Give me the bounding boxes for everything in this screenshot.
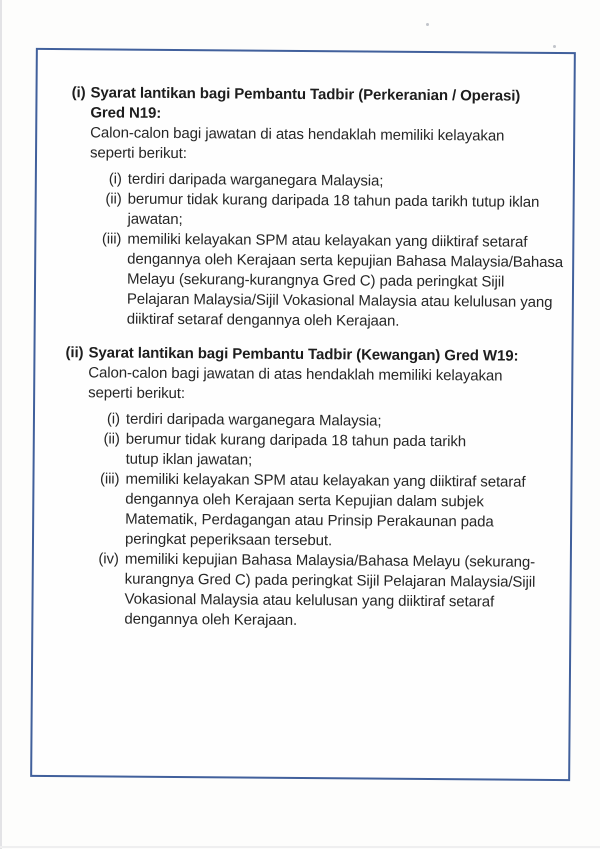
- section-heading: Syarat lantikan bagi Pembantu Tadbir (Perkeranian / Operasi) Gred N19:: [90, 84, 521, 122]
- section-heading-row: [36, 83, 568, 333]
- item-text: berumur tidak kurang daripada 18 tahun pada tarikh tutup iklan jawatan;: [125, 430, 467, 469]
- section-heading-row: [33, 343, 565, 633]
- list-item: [87, 469, 536, 553]
- item-number: (ii): [105, 190, 122, 208]
- item-number: (i): [108, 170, 122, 188]
- section-number: (i): [71, 84, 86, 102]
- section-heading: Syarat lantikan bagi Pembantu Tadbir (Kewangan) Gred W19:: [88, 344, 519, 365]
- list-item: [89, 229, 564, 333]
- scan-artifact-dot: [553, 45, 556, 48]
- item-number: (iii): [101, 230, 122, 248]
- section-intro: Calon-calon bagi jawatan di atas hendaklah memiliki kelayakan seperti berikut:: [89, 124, 505, 163]
- list-item: [86, 549, 535, 633]
- content-frame: [30, 48, 576, 781]
- item-text: memiliki kelayakan SPM atau kelayakan yang diiktiraf setaraf dengannya oleh Kerajaan serta Kepujian dalam subjek Matematik, Perdagangan atau Prinsip Perakaunan pada peringkat peperiksaan tersebut.: [124, 470, 526, 550]
- page-edge-shadow-left: [0, 0, 2, 849]
- item-text: terdiri daripada warganegara Malaysia;: [125, 410, 382, 430]
- section-perkeranian-operasi: [36, 83, 568, 333]
- requirements-list: [86, 409, 536, 633]
- requirements-list: [89, 169, 564, 333]
- section-kewangan: [33, 343, 565, 633]
- list-item: [88, 429, 537, 473]
- page-edge-shadow-bottom: [0, 846, 600, 848]
- section-intro: Calon-calon bagi jawatan di atas hendaklah memiliki kelayakan seperti berikut:: [88, 364, 503, 403]
- scan-artifact-dot: [426, 23, 429, 26]
- item-number: (i): [106, 410, 121, 428]
- item-text: terdiri daripada warganegara Malaysia;: [127, 170, 384, 190]
- section-number: (ii): [65, 344, 84, 362]
- item-number: (iv): [98, 550, 119, 568]
- item-text: berumur tidak kurang daripada 18 tahun pada tarikh tutup iklan jawatan;: [127, 190, 540, 229]
- item-number: (ii): [103, 430, 120, 448]
- list-item: [89, 189, 563, 233]
- item-text: memiliki kepujian Bahasa Malaysia/Bahasa Melayu (sekurang- kurangnya Gred C) pada peringkat Sijil Pelajaran Malaysia/Sijil Vokasional Malaysia atau kelulusan yang diiktiraf setaraf dengannya oleh Kerajaan.: [124, 550, 536, 629]
- item-text: memiliki kelayakan SPM atau kelayakan yang diiktiraf setaraf dengannya oleh Kerajaan serta kepujian Bahasa Malaysia/Bahasa Melayu (sekurang-kurangnya Gred C) pada peringkat Sijil Pelajaran Malaysia/Sijil Vokasional Malaysia atau kelulusan yang diiktiraf setaraf dengannya oleh Kerajaan.: [126, 230, 564, 330]
- item-number: (iii): [99, 470, 120, 488]
